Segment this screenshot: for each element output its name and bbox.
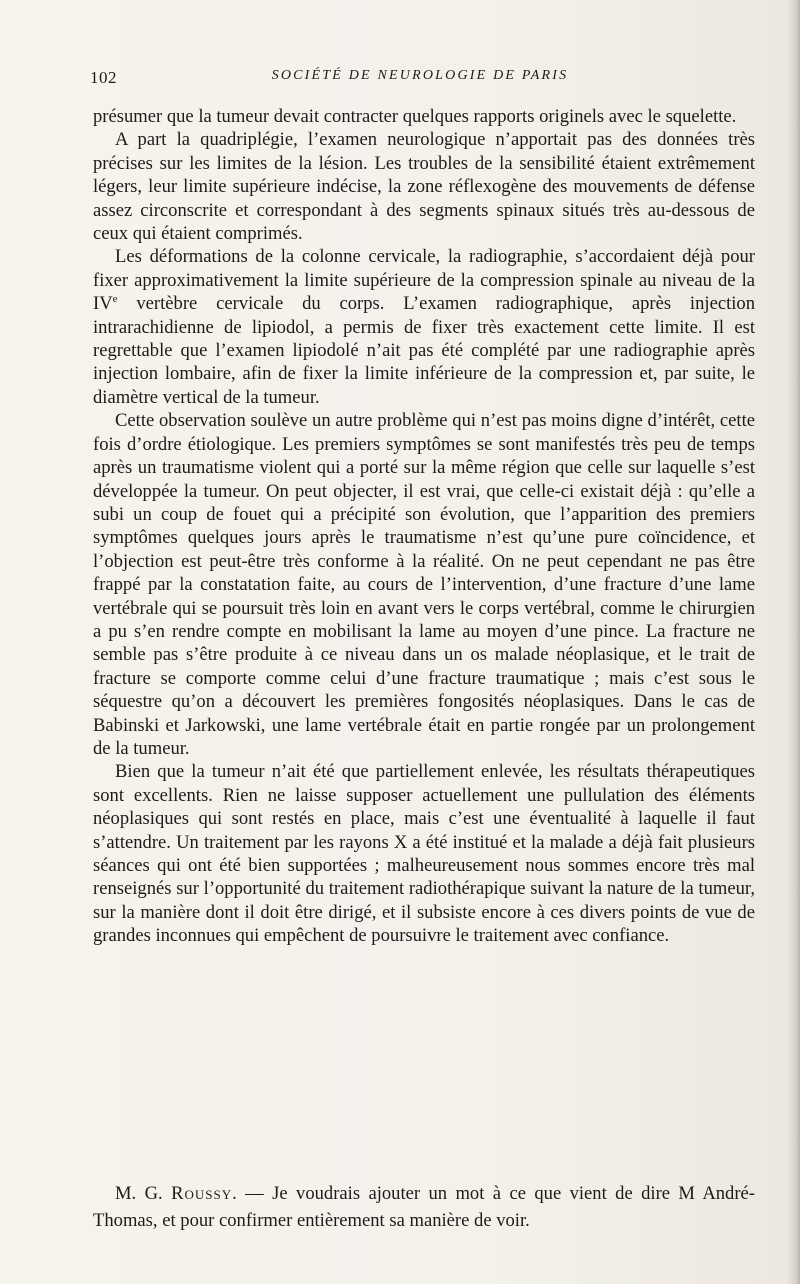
paragraph-continuation: présumer que la tumeur devait contracter quelques rapports originels avec le squelette.	[93, 106, 737, 127]
superscript: e	[112, 293, 118, 306]
paragraph-neurological-exam: A part la quadriplégie, l’examen neurologique n’apportait pas des données très précises sur les limites de la lésion. Les troubles de la sensibilité étaient extrêmement légers, leur limite supérieure indécise, la zone réflexogène des mouvements de défense assez circonscrite et correspondant à des segments spinaux situés très au-dessous de ceux qui étaient comprimés.	[93, 129, 755, 245]
radiography-text-start: Les déformations de la colonne cervicale, la radiographie, s’accordaient déjà pour fixer approximativement la limite supérieure de la compression spinale au niveau de la IV	[93, 246, 755, 315]
page-number: 102	[90, 68, 117, 87]
running-title: SOCIÉTÉ DE NEUROLOGIE DE PARIS	[271, 68, 569, 83]
paragraph-radiography	[93, 245, 755, 409]
paragraph-therapeutics: Bien que la tumeur n’ait été que partiellement enlevée, les résultats thérapeutiques sont excellents. Rien ne laisse supposer actuellement une pullulation des éléments néoplasiques qui sont restés en place, mais c’est une éventualité à laquelle il faut s’attendre. Un traitement par les rayons X a été institué et la malade a déjà fait plusieurs séances qui ont été bien supportées ; malheureusement nous sommes encore très mal renseignés sur l’opportunité du traitement radiothérapique suivant la nature de la tumeur, sur la manière dont il doit être dirigé, et il subsiste encore à ces divers points de vue de grandes inconnues qui empêchent de poursuivre le traitement avec confiance.	[93, 761, 755, 947]
paragraph-etiology: Cette observation soulève un autre problème qui n’est pas moins digne d’intérêt, cette fois d’ordre étiologique. Les premiers symptômes se sont manifestés très peu de temps après un traumatisme violent qui a porté sur la même région que celle sur laquelle s’est développée la tumeur. On peut objecter, il est vrai, que celle-ci existait déjà : qu’elle a subi un coup de fouet qui a précipité son évolution, que l’apparition des premiers symptômes quelques jours après le traumatisme n’est qu’une pure coïncidence, et l’objection est peut-être très conforme à la réalité. On ne peut cependant ne pas être frappé par la constatation faite, au cours de l’intervention, d’une fracture d’une lame vertébrale qui se poursuit très loin en avant vers le corps vertébral, comme le chirurgien a pu s’en rendre compte en mobilisant la lame au moyen d’une pince. La fracture ne semble pas s’être produite à ce niveau dans un os malade néoplasique, et le trait de fracture se comporte comme celui d’une fracture traumatique ; mais c’est sous le séquestre qu’on a découvert les premières fongosités néoplasiques. Dans le cas de Babinski et Jarkowski, une lame vertébrale était en partie rongée par un prolongement de la tumeur.	[93, 410, 755, 759]
discussion-text: . — Je voudrais ajouter un mot à ce que vient de dire M André-Thomas, et pour confirmer entièrement sa manière de voir.	[93, 1183, 755, 1231]
radiography-text-end: vertèbre cervicale du corps. L’examen radiographique, après injection intrarachidienne de lipiodol, a permis de fixer très exactement cette limite. Il est regrettable que l’examen lipiodolé n’ait pas été complété par une radiographie après injection lombaire, afin de fixer la limite inférieure de la compression et, par suite, le diamètre vertical de la tumeur.	[93, 293, 755, 408]
main-text	[93, 105, 755, 948]
page-edge-shadow	[786, 0, 800, 1284]
speaker-name: Roussy	[171, 1183, 233, 1204]
discussion-remark	[93, 1180, 755, 1234]
speaker-prefix: M. G.	[115, 1183, 172, 1204]
discussion-paragraph	[93, 1180, 755, 1234]
page-header	[90, 68, 750, 92]
